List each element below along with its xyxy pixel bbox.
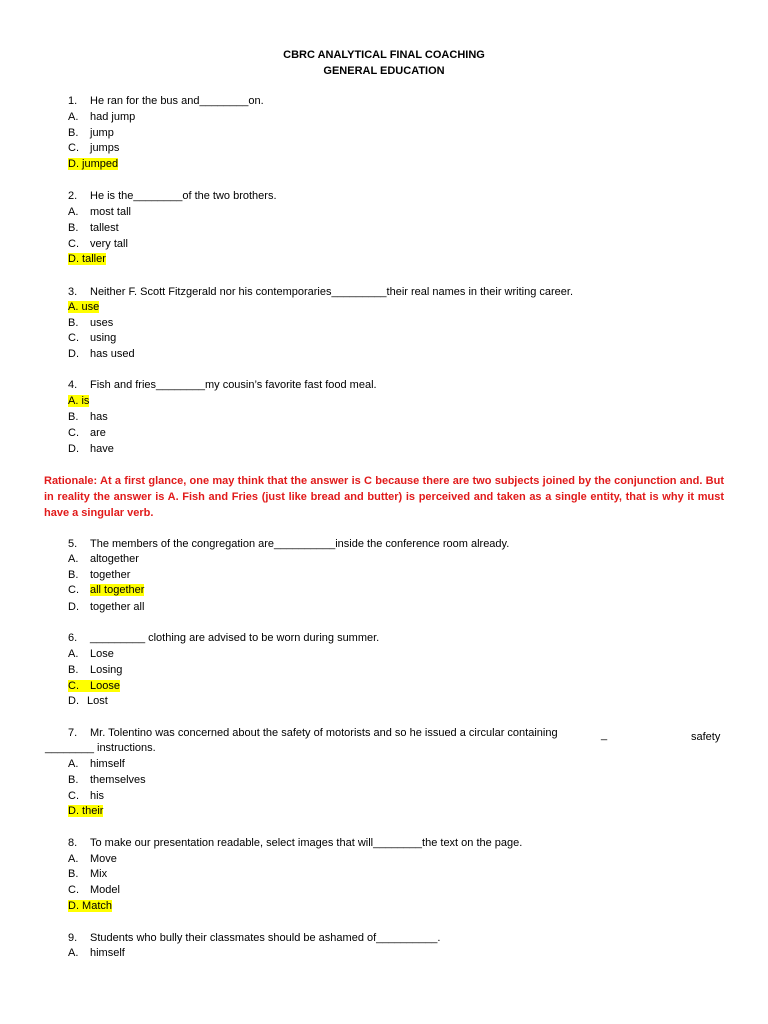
option-a: A. himself [68, 947, 125, 959]
option-a: A. had jump [68, 111, 136, 123]
option-a: A. altogether [68, 553, 139, 565]
answer-highlight: D. their [68, 805, 104, 817]
document-title: CBRC ANALYTICAL FINAL COACHING [283, 49, 485, 61]
question-9: 9. Students who bully their classmates should be ashamed of__________. [68, 932, 441, 944]
option-a: A. most tall [68, 206, 131, 218]
option-d: D. has used [68, 348, 135, 360]
document-subtitle: GENERAL EDUCATION [323, 65, 445, 77]
answer-highlight: A. use [68, 301, 100, 313]
question-1 [68, 95, 264, 107]
question-text: He ran for the bus and________on. [90, 95, 264, 107]
option-d: D. together all [68, 601, 145, 613]
question-6: 6. _________ clothing are advised to be worn during summer. [68, 632, 380, 644]
option-c: C. Model [68, 884, 120, 896]
answer-highlight: A. is [68, 395, 90, 407]
option-c: C. very tall [68, 238, 128, 250]
option-b: B. tallest [68, 222, 119, 234]
option-c: C. his [68, 790, 105, 802]
option-b: B. has [68, 411, 108, 423]
question-2: 2. He is the________of the two brothers. [68, 190, 277, 202]
answer-highlight: D. jumped [68, 158, 119, 170]
option-b: B. Losing [68, 664, 123, 676]
option-c: C. are [68, 427, 106, 439]
question-3: 3. Neither F. Scott Fitzgerald nor his contemporaries_________their real names in their writing career. [68, 286, 574, 298]
answer-highlight: D. Match [68, 900, 113, 912]
question-8: 8. To make our presentation readable, select images that will________the text on the page. [68, 837, 523, 849]
option-d: D. have [68, 443, 114, 455]
safety-word: safety [691, 731, 721, 743]
option-b: B. themselves [68, 774, 146, 786]
option-b: B. Mix [68, 868, 108, 880]
option-b: B. uses [68, 317, 114, 329]
answer-highlight: all together [90, 584, 145, 596]
option-a: A. Move [68, 853, 117, 865]
answer-highlight: D. taller [68, 253, 106, 265]
option-c: C. jumps [68, 142, 120, 154]
option-a: A. himself [68, 758, 125, 770]
question-7-continued: ________ instructions. [45, 742, 156, 754]
option-a: A. Lose [68, 648, 114, 660]
option-c: C. using [68, 332, 117, 344]
option-b: B. jump [68, 127, 114, 139]
option-d: D. Lost [68, 695, 108, 707]
rationale-text: Rationale: At a first glance, one may think that the answer is C because there are two subjects joined by the conjunction and. But in reality the answer is A. Fish and Fries (just like bread and butter) is perceived and taken as a single entity, that is why it must have a singular verb. [44, 475, 724, 519]
question-7: 7. Mr. Tolentino was concerned about the safety of motorists and so he issued a circular containing [68, 727, 558, 739]
blank-dash: _ [601, 729, 608, 741]
question-5: 5. The members of the congregation are__________inside the conference room already. [68, 538, 510, 550]
answer-highlight: C. Loose [68, 680, 120, 692]
question-4: 4. Fish and fries________my cousin’s favorite fast food meal. [68, 379, 377, 391]
option-b: B. together [68, 569, 131, 581]
option-c: C. all together [68, 584, 145, 596]
question-number: 1. [68, 95, 78, 107]
